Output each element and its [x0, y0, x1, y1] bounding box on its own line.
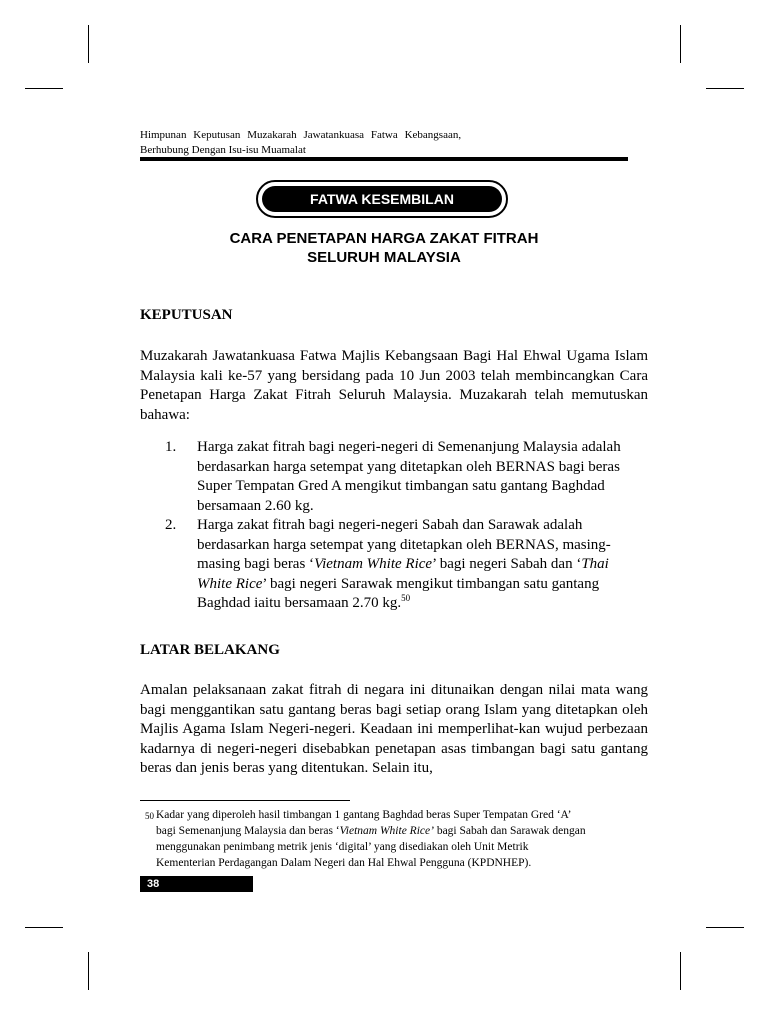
list-item-text: Harga zakat fitrah bagi negeri-negeri di Semenanjung Malaysia adalah berdasarkan harga setempat yang ditetapkan oleh BERNAS bagi beras Super Tempatan Gred A mengikut timbangan satu gantang Baghdad bersamaan 2.60 kg. — [197, 439, 621, 514]
latar-belakang-paragraph: Amalan pelaksanaan zakat fitrah di negara ini ditunaikan dengan nilai mata wang bagi menggantikan satu gantang beras bagi setiap orang Islam yang ditetapkan oleh Majlis Agama Islam Negeri-negeri. Keadaan ini memperlihat-kan wujud perbezaan kadarnya di negeri-negeri disebabkan penetapan asas timbangan bagi satu gantang beras dan jenis beras yang ditentukan. Selain itu, — [140, 682, 648, 776]
list-item-italic-text: Vietnam White Rice — [314, 556, 433, 572]
footnote-line: menggunakan penimbang metrik jenis ‘digital’ yang disediakan oleh Unit Metrik — [156, 841, 529, 853]
running-header-line-1 — [140, 128, 628, 143]
document-title-line-2: SELURUH MALAYSIA — [307, 249, 461, 266]
list-item — [165, 438, 635, 516]
footnote-text-part: bagi Semenanjung Malaysia dan beras ‘ — [156, 825, 340, 837]
footnote-line: Kementerian Perdagangan Dalam Negeri dan Hal Ehwal Pengguna (KPDNHEP). — [156, 857, 532, 869]
crop-mark-bottom-left-vertical — [88, 952, 89, 990]
list-item-number: 1. — [165, 439, 177, 455]
footnote — [140, 807, 640, 871]
running-header-word: Kebangsaan, — [404, 129, 462, 141]
list-item-italic-text: Thai White Rice — [197, 556, 609, 592]
running-header-line-2: Berhubung Dengan Isu-isu Muamalat — [140, 144, 306, 156]
footnote-line — [140, 823, 640, 839]
list-item-number: 2. — [165, 517, 177, 533]
document-title — [140, 229, 628, 267]
list-item-text-part: ’ bagi negeri Sarawak mengikut timbangan satu gantang Baghdad iaitu bersamaan 2.70 kg. — [197, 575, 600, 611]
running-header-word: Fatwa — [370, 129, 398, 141]
crop-mark-top-right-vertical — [680, 25, 681, 63]
crop-mark-top-left-horizontal — [25, 88, 63, 89]
running-header — [140, 128, 628, 158]
keputusan-paragraph: Muzakarah Jawatankuasa Fatwa Majlis Kebangsaan Bagi Hal Ehwal Ugama Islam Malaysia kali ke-57 yang bersidang pada 10 Jun 2003 telah membincangkan Cara Penetapan Harga Zakat Fitrah Seluruh Malaysia. Muzakarah telah memutuskan bahawa: — [140, 348, 648, 423]
fatwa-badge-label: FATWA KESEMBILAN — [262, 186, 502, 212]
crop-mark-bottom-left-horizontal — [25, 927, 63, 928]
section-heading-keputusan: KEPUTUSAN — [140, 307, 233, 323]
footnote-line: Kadar yang diperoleh hasil timbangan 1 gantang Baghdad beras Super Tempatan Gred ‘A’ — [156, 809, 572, 821]
fatwa-badge — [256, 180, 508, 218]
section-heading-latar-belakang: LATAR BELAKANG — [140, 642, 280, 658]
running-header-word: Himpunan — [140, 129, 187, 141]
running-header-word: Keputusan — [193, 129, 241, 141]
decision-list — [165, 438, 635, 614]
footnote-text-part: bagi Sabah dan Sarawak dengan — [433, 825, 586, 837]
page-number: 38 — [140, 876, 253, 892]
footnote-reference[interactable]: 50 — [401, 593, 411, 603]
document-title-line-1: CARA PENETAPAN HARGA ZAKAT FITRAH — [229, 230, 539, 247]
list-item — [165, 516, 635, 614]
crop-mark-bottom-right-horizontal — [706, 927, 744, 928]
list-item-text-part: ’ bagi negeri Sabah dan ‘ — [432, 556, 582, 572]
footnote-rule — [140, 800, 350, 801]
list-item-text-part: Harga zakat fitrah bagi negeri-negeri Sabah dan Sarawak adalah berdasarkan harga setempat yang ditetapkan oleh BERNAS, masing-masing bagi beras ‘ — [197, 517, 611, 572]
running-header-word: Muzakarah — [247, 129, 297, 141]
header-rule — [140, 157, 628, 161]
crop-mark-top-left-vertical — [88, 25, 89, 63]
running-header-word: Jawatankuasa — [303, 129, 364, 141]
footnote-number: 50 — [145, 811, 154, 821]
crop-mark-top-right-horizontal — [706, 88, 744, 89]
crop-mark-bottom-right-vertical — [680, 952, 681, 990]
footnote-italic-text: Vietnam White Rice’ — [339, 825, 434, 837]
